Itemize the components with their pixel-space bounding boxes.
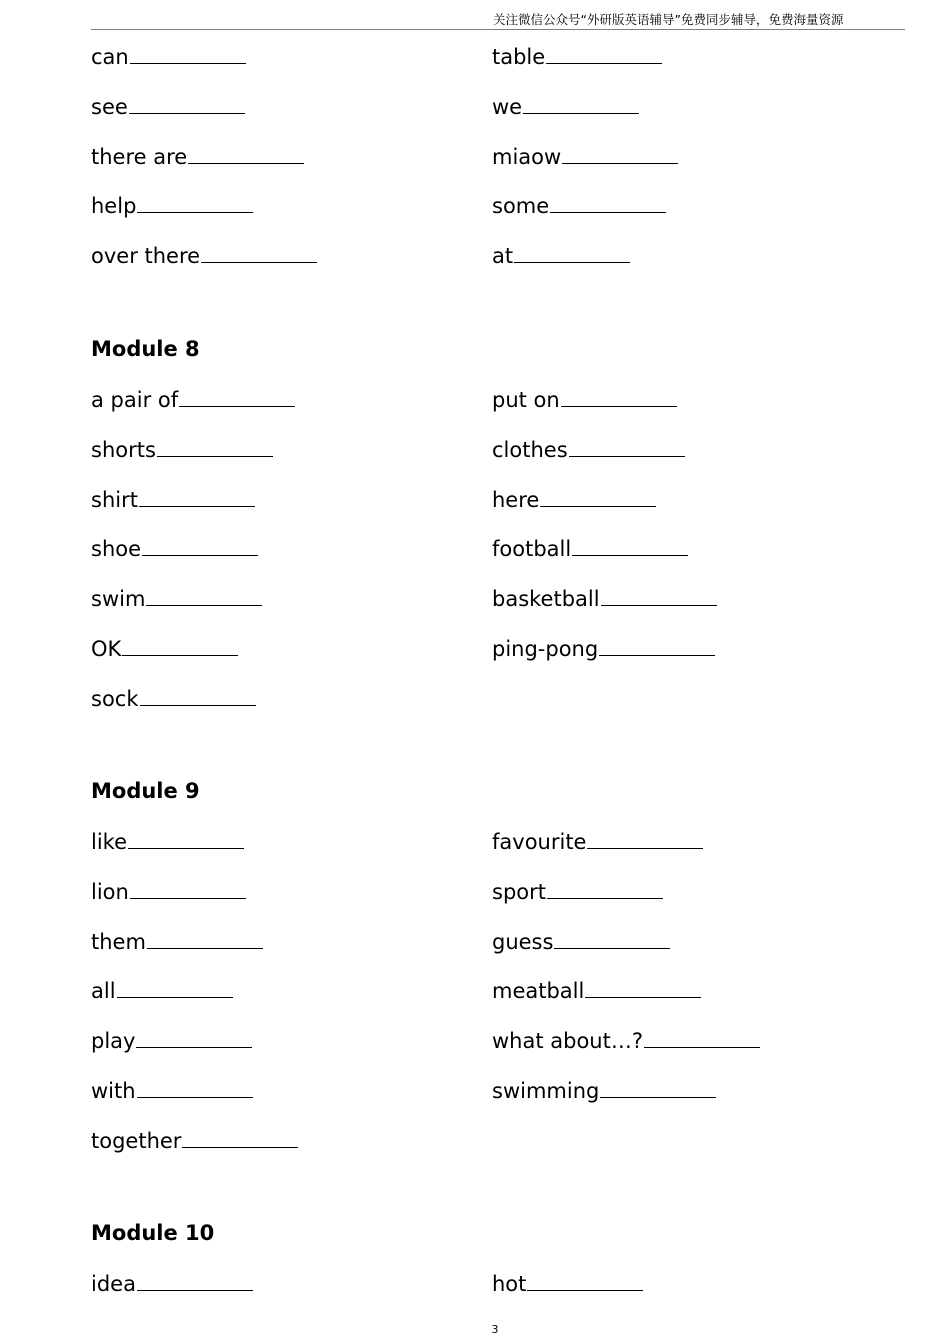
- vocab-row: [0, 1077, 950, 1107]
- vocab-item: [91, 535, 258, 562]
- vocab-row: [0, 685, 950, 715]
- vocab-row: [0, 486, 950, 516]
- answer-blank[interactable]: [157, 436, 273, 457]
- vocab-word: put on: [492, 388, 560, 412]
- vocab-item: [91, 828, 244, 855]
- vocab-word: sport: [492, 880, 546, 904]
- vocab-item: [492, 43, 662, 70]
- vocab-word: guess: [492, 930, 554, 954]
- vocab-row: [0, 585, 950, 615]
- vocab-item: [492, 143, 678, 170]
- vocab-item: [492, 93, 639, 120]
- vocab-word: shirt: [91, 488, 138, 512]
- vocab-word: with: [91, 1079, 136, 1103]
- vocab-row: [0, 242, 950, 272]
- vocab-item: [492, 436, 685, 463]
- vocab-word: swim: [91, 587, 146, 611]
- vocab-word: there are: [91, 145, 188, 169]
- vocab-word: see: [91, 95, 128, 119]
- vocab-word: swimming: [492, 1079, 600, 1103]
- vocab-word: together: [91, 1129, 182, 1153]
- vocab-item: [91, 977, 233, 1004]
- vocab-row: [0, 828, 950, 858]
- header-text: 关注微信公众号“外研版英语辅导”免费同步辅导，免费海量资源: [493, 12, 844, 27]
- answer-blank[interactable]: [546, 43, 662, 64]
- answer-blank[interactable]: [587, 828, 703, 849]
- module-title: Module 8: [91, 337, 200, 361]
- vocab-item: [492, 1270, 643, 1297]
- answer-blank[interactable]: [128, 828, 244, 849]
- answer-blank[interactable]: [523, 93, 639, 114]
- answer-blank[interactable]: [599, 635, 715, 656]
- vocab-word: basketball: [492, 587, 600, 611]
- vocab-word: over there: [91, 244, 201, 268]
- vocab-item: [492, 242, 630, 269]
- vocab-item: [91, 436, 273, 463]
- answer-blank[interactable]: [179, 386, 295, 407]
- answer-blank[interactable]: [554, 928, 670, 949]
- answer-blank[interactable]: [146, 585, 262, 606]
- vocab-word: what about…?: [492, 1029, 643, 1053]
- answer-blank[interactable]: [140, 685, 256, 706]
- vocab-item: [91, 1077, 253, 1104]
- vocab-word: them: [91, 930, 146, 954]
- vocab-item: [492, 977, 701, 1004]
- vocab-item: [91, 143, 304, 170]
- answer-blank[interactable]: [201, 242, 317, 263]
- vocab-item: [492, 1077, 716, 1104]
- vocab-row: [0, 436, 950, 466]
- page-header: [91, 8, 905, 30]
- answer-blank[interactable]: [550, 192, 666, 213]
- vocab-word: hot: [492, 1272, 527, 1296]
- vocab-item: [91, 192, 253, 219]
- vocab-row: [0, 386, 950, 416]
- vocab-item: [91, 685, 256, 712]
- vocab-word: a pair of: [91, 388, 179, 412]
- vocab-row: [0, 93, 950, 123]
- vocab-item: [492, 828, 703, 855]
- vocab-row: [0, 535, 950, 565]
- answer-blank[interactable]: [122, 635, 238, 656]
- answer-blank[interactable]: [569, 436, 685, 457]
- vocab-item: [91, 585, 262, 612]
- vocab-word: clothes: [492, 438, 568, 462]
- page-number: 3: [491, 1323, 499, 1336]
- answer-blank[interactable]: [572, 535, 688, 556]
- vocab-word: at: [492, 244, 514, 268]
- answer-blank[interactable]: [136, 1027, 252, 1048]
- answer-blank[interactable]: [130, 878, 246, 899]
- answer-blank[interactable]: [137, 192, 253, 213]
- vocab-word: shorts: [91, 438, 156, 462]
- answer-blank[interactable]: [147, 928, 263, 949]
- vocab-word: we: [492, 95, 523, 119]
- answer-blank[interactable]: [139, 486, 255, 507]
- answer-blank[interactable]: [514, 242, 630, 263]
- answer-blank[interactable]: [130, 43, 246, 64]
- vocab-word: can: [91, 45, 129, 69]
- vocab-row: [0, 1027, 950, 1057]
- vocab-word: play: [91, 1029, 136, 1053]
- vocab-word: favourite: [492, 830, 587, 854]
- vocab-word: idea: [91, 1272, 136, 1296]
- answer-blank[interactable]: [129, 93, 245, 114]
- vocab-word: all: [91, 979, 116, 1003]
- answer-blank[interactable]: [600, 1077, 716, 1098]
- vocab-item: [492, 386, 677, 413]
- vocab-item: [91, 928, 263, 955]
- vocab-row: [0, 977, 950, 1007]
- vocab-word: some: [492, 194, 550, 218]
- vocab-word: like: [91, 830, 128, 854]
- vocab-word: help: [91, 194, 137, 218]
- vocab-row: [0, 43, 950, 73]
- vocab-word: shoe: [91, 537, 142, 561]
- answer-blank[interactable]: [601, 585, 717, 606]
- vocab-item: [91, 878, 246, 905]
- vocab-word: sock: [91, 687, 139, 711]
- answer-blank[interactable]: [561, 386, 677, 407]
- answer-blank[interactable]: [182, 1127, 298, 1148]
- vocab-row: [0, 143, 950, 173]
- vocab-word: table: [492, 45, 546, 69]
- vocab-item: [492, 535, 688, 562]
- vocab-item: [91, 242, 317, 269]
- answer-blank[interactable]: [117, 977, 233, 998]
- vocab-word: football: [492, 537, 572, 561]
- answer-blank[interactable]: [585, 977, 701, 998]
- vocab-row: [0, 928, 950, 958]
- vocab-word: ping-pong: [492, 637, 599, 661]
- vocab-item: [492, 486, 656, 513]
- vocab-item: [492, 192, 666, 219]
- answer-blank[interactable]: [137, 1077, 253, 1098]
- vocab-item: [91, 93, 245, 120]
- answer-blank[interactable]: [562, 143, 678, 164]
- vocab-item: [492, 928, 670, 955]
- vocab-word: lion: [91, 880, 129, 904]
- vocab-row: [0, 192, 950, 222]
- vocab-word: here: [492, 488, 540, 512]
- answer-blank[interactable]: [142, 535, 258, 556]
- answer-blank[interactable]: [540, 486, 656, 507]
- vocab-item: [91, 635, 238, 662]
- vocab-item: [91, 43, 246, 70]
- module-title: Module 10: [91, 1221, 215, 1245]
- vocab-item: [492, 635, 715, 662]
- answer-blank[interactable]: [137, 1270, 253, 1291]
- vocab-row: [0, 878, 950, 908]
- vocab-item: [91, 486, 255, 513]
- answer-blank[interactable]: [527, 1270, 643, 1291]
- vocab-row: [0, 1127, 950, 1157]
- vocab-row: [0, 635, 950, 665]
- answer-blank[interactable]: [547, 878, 663, 899]
- vocab-item: [492, 1027, 760, 1054]
- vocab-item: [492, 878, 663, 905]
- vocab-item: [91, 386, 295, 413]
- vocab-word: OK: [91, 637, 122, 661]
- answer-blank[interactable]: [644, 1027, 760, 1048]
- vocab-row: [0, 1270, 950, 1300]
- vocab-item: [91, 1270, 253, 1297]
- vocab-word: miaow: [492, 145, 562, 169]
- answer-blank[interactable]: [188, 143, 304, 164]
- vocab-item: [91, 1027, 252, 1054]
- vocab-item: [91, 1127, 298, 1154]
- vocab-word: meatball: [492, 979, 585, 1003]
- vocab-item: [492, 585, 717, 612]
- module-title: Module 9: [91, 779, 200, 803]
